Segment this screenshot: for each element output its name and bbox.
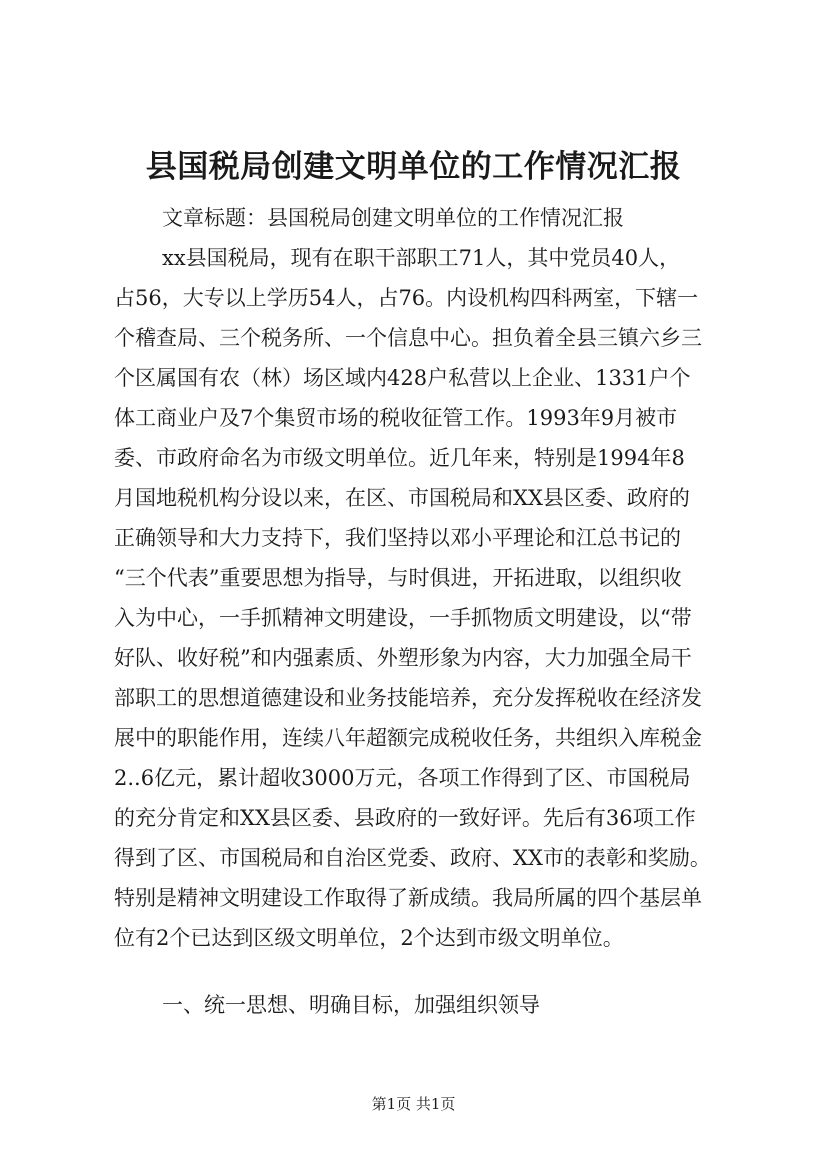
paragraph-line: 2..6亿元，累计超收3000万元，各项工作得到了区、市国税局 [114,766,691,790]
paragraph-line: 的充分肯定和XX县区委、县政府的一致好评。先后有36项工作 [114,806,696,830]
paragraph-line: 个区属国有农（林）场区域内428户私营以上企业、1331户个 [114,366,691,390]
paragraph-line: xx县国税局，现有在职干部职工71人，其中党员40人， [162,246,681,270]
paragraph-line: 得到了区、市国税局和自治区党委、政府、XX市的表彰和奖励。 [114,846,711,870]
paragraph-line: 占56，大专以上学历54人，占76。内设机构四科两室，下辖一 [114,286,699,310]
paragraph-line: 部职工的思想道德建设和业务技能培养，充分发挥税收在经济发 [114,686,702,710]
paragraph-line: 正确领导和大力支持下，我们坚持以邓小平理论和江总书记的 [114,526,681,550]
paragraph-line: 位有2个已达到区级文明单位，2个达到市级文明单位。 [114,926,624,950]
paragraph-line: 委、市政府命名为市级文明单位。近几年来，特别是1994年8 [114,446,685,470]
paragraph-line: “三个代表”重要思想为指导，与时俱进，开拓进取，以组织收 [114,566,682,590]
article-title-line: 文章标题：县国税局创建文明单位的工作情况汇报 [162,206,624,230]
section-heading: 一、统一思想、明确目标，加强组织领导 [162,993,540,1017]
paragraph-line: 特别是精神文明建设工作取得了新成绩。我局所属的四个基层单 [114,886,702,910]
paragraph-line: 好队、收好税”和内强素质、外塑形象为内容，大力加强全局干 [114,646,692,670]
document-title: 县国税局创建文明单位的工作情况汇报 [145,149,682,185]
paragraph-line: 入为中心，一手抓精神文明建设，一手抓物质文明建设，以“带 [114,606,692,630]
paragraph-line: 月国地税机构分设以来，在区、市国税局和XX县区委、政府的 [114,486,690,510]
paragraph-line: 展中的职能作用，连续八年超额完成税收任务，共组织入库税金 [114,726,702,750]
paragraph-line: 个稽查局、三个税务所、一个信息中心。担负着全县三镇六乡三 [114,326,702,350]
paragraph-line: 体工商业户及7个集贸市场的税收征管工作。1993年9月被市 [114,406,678,430]
page-number: 第1页 共1页 [371,1095,456,1113]
